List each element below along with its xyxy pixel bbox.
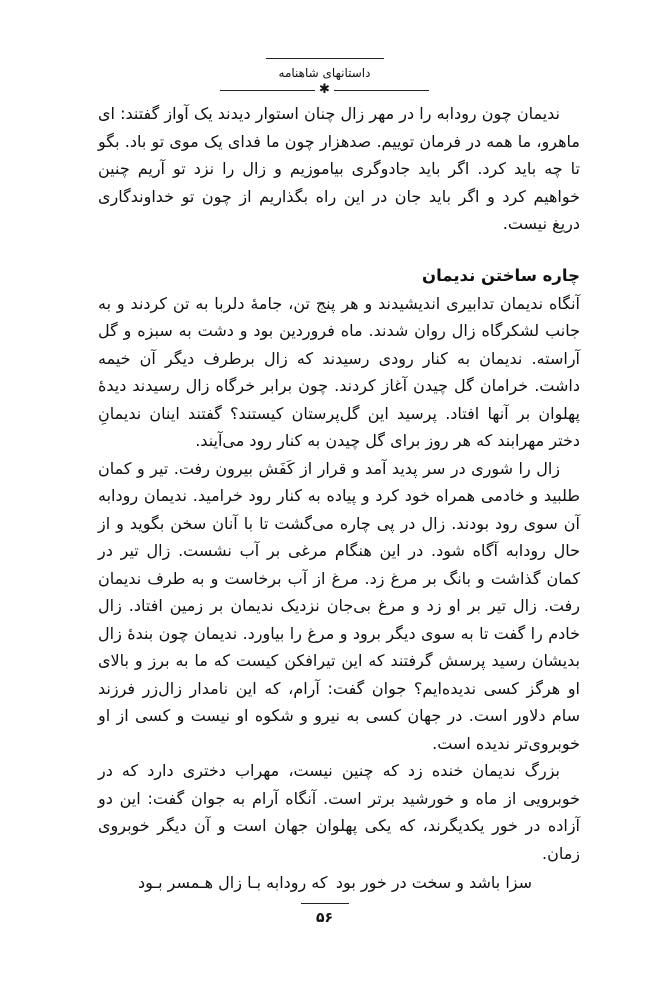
header-top-rule xyxy=(266,58,384,59)
paragraph-4: بزرگ ندیمان خنده زد که چنین نیست، مهراب دختری دارد که در خوبرویی از ماه و خورشید برتر است. آنگاه آرام به جوان گفت: این دو آزاده در خور یکدیگرند، که یکی پهلوان جهان است و آن دیگر خوبروی زمان. xyxy=(98,761,580,863)
page-body xyxy=(98,100,580,897)
paragraph-2: آنگاه ندیمان تدابیری اندیشیدند و هر پنج تن، جامهٔ دلربا به تن کردند و به جانب لشکرگاه زال روان شدند. ماه فروردین بود و دشت به سبزه و گل آراسته. ندیمان به کنار رودی رسیدند که زال برطرف دیگر آن خیمه داشت. خرامان گل چیدن آغاز کردند. چون برابر خرگاه زال رسیدند دیدهٔ پهلوان بر آنها افتاد. پرسید این گل‌پرستان کیستند؟ گفتند اینان ندیمانِ دختر مهرابند که هر روز برای گل چیدن به کنار رود می‌آیند. xyxy=(98,293,580,450)
verse-hemistich-2: که رودابه بـا زال هـمسر بـود xyxy=(138,873,328,892)
page-footer xyxy=(0,903,649,926)
running-header xyxy=(0,58,649,96)
ornament-rule-right xyxy=(334,90,429,91)
footer-rule xyxy=(301,903,349,904)
section-heading: چاره ساختن ندیمان xyxy=(422,265,580,285)
ornament-rule-left xyxy=(220,90,315,91)
verse-hemistich-1: سزا باشد و سخت در خور بود xyxy=(335,873,532,892)
asterisk-ornament-icon: ✱ xyxy=(319,82,330,97)
verse-couplet xyxy=(98,869,580,897)
paragraph-3: زال را شوری در سر پدید آمد و قرار از کَفَش بیرون رفت. تیر و کمان طلبید و خادمی همراه خود کرد و پیاده به کنار رود خرامید. ندیمان رودابه آن سوی رود بودند. زال در پی چاره می‌گشت تا با آنان سخن بگوید و از حال رودابه آگاه شود. در این هنگام مرغی بر آب نشست. زال تیر در کمان گذاشت و بانگ بر مرغ زد. مرغ از آب برخاست و به طرف ندیمان رفت. زال تیر بر او زد و مرغ بی‌جان نزدیک ندیمان بر زمین افتاد. زال خادم را گفت تا به سوی دیگر برود و مرغ را بیاورد. ندیمان چون بندهٔ زال بدیشان رسید پرسش گرفتند که این تیرافکن کیست که ما به برز و بالای او هرگز کسی ندیده‌ایم؟ جوان گفت: آرام، که این نامدار زال‌زر فرزند سام دلاور است. در جهان کسی به نیرو و شکوه او نیست و کسی از او خوبروی‌تر ندیده است. xyxy=(98,458,580,753)
page-number: ۵۶ xyxy=(315,910,334,926)
paragraph-1: ندیمان چون رودابه را در مهر زال چنان استوار دیدند یک آواز گفتند: ای ماهرو، ما همه در فرمان توییم. صدهزار چون ما فدای یک موی تو باد. بگو تا چه باید کرد. اگر باید جادوگری بیاموزیم و زال را نزد تو آریم چنین خواهیم کرد و اگر باید جان در این راه بگذاریم از چون تو خداوندگاری دریغ نیست. xyxy=(98,104,580,233)
running-title: داستانهای شاهنامه xyxy=(278,66,371,80)
header-ornament-divider xyxy=(0,84,649,96)
